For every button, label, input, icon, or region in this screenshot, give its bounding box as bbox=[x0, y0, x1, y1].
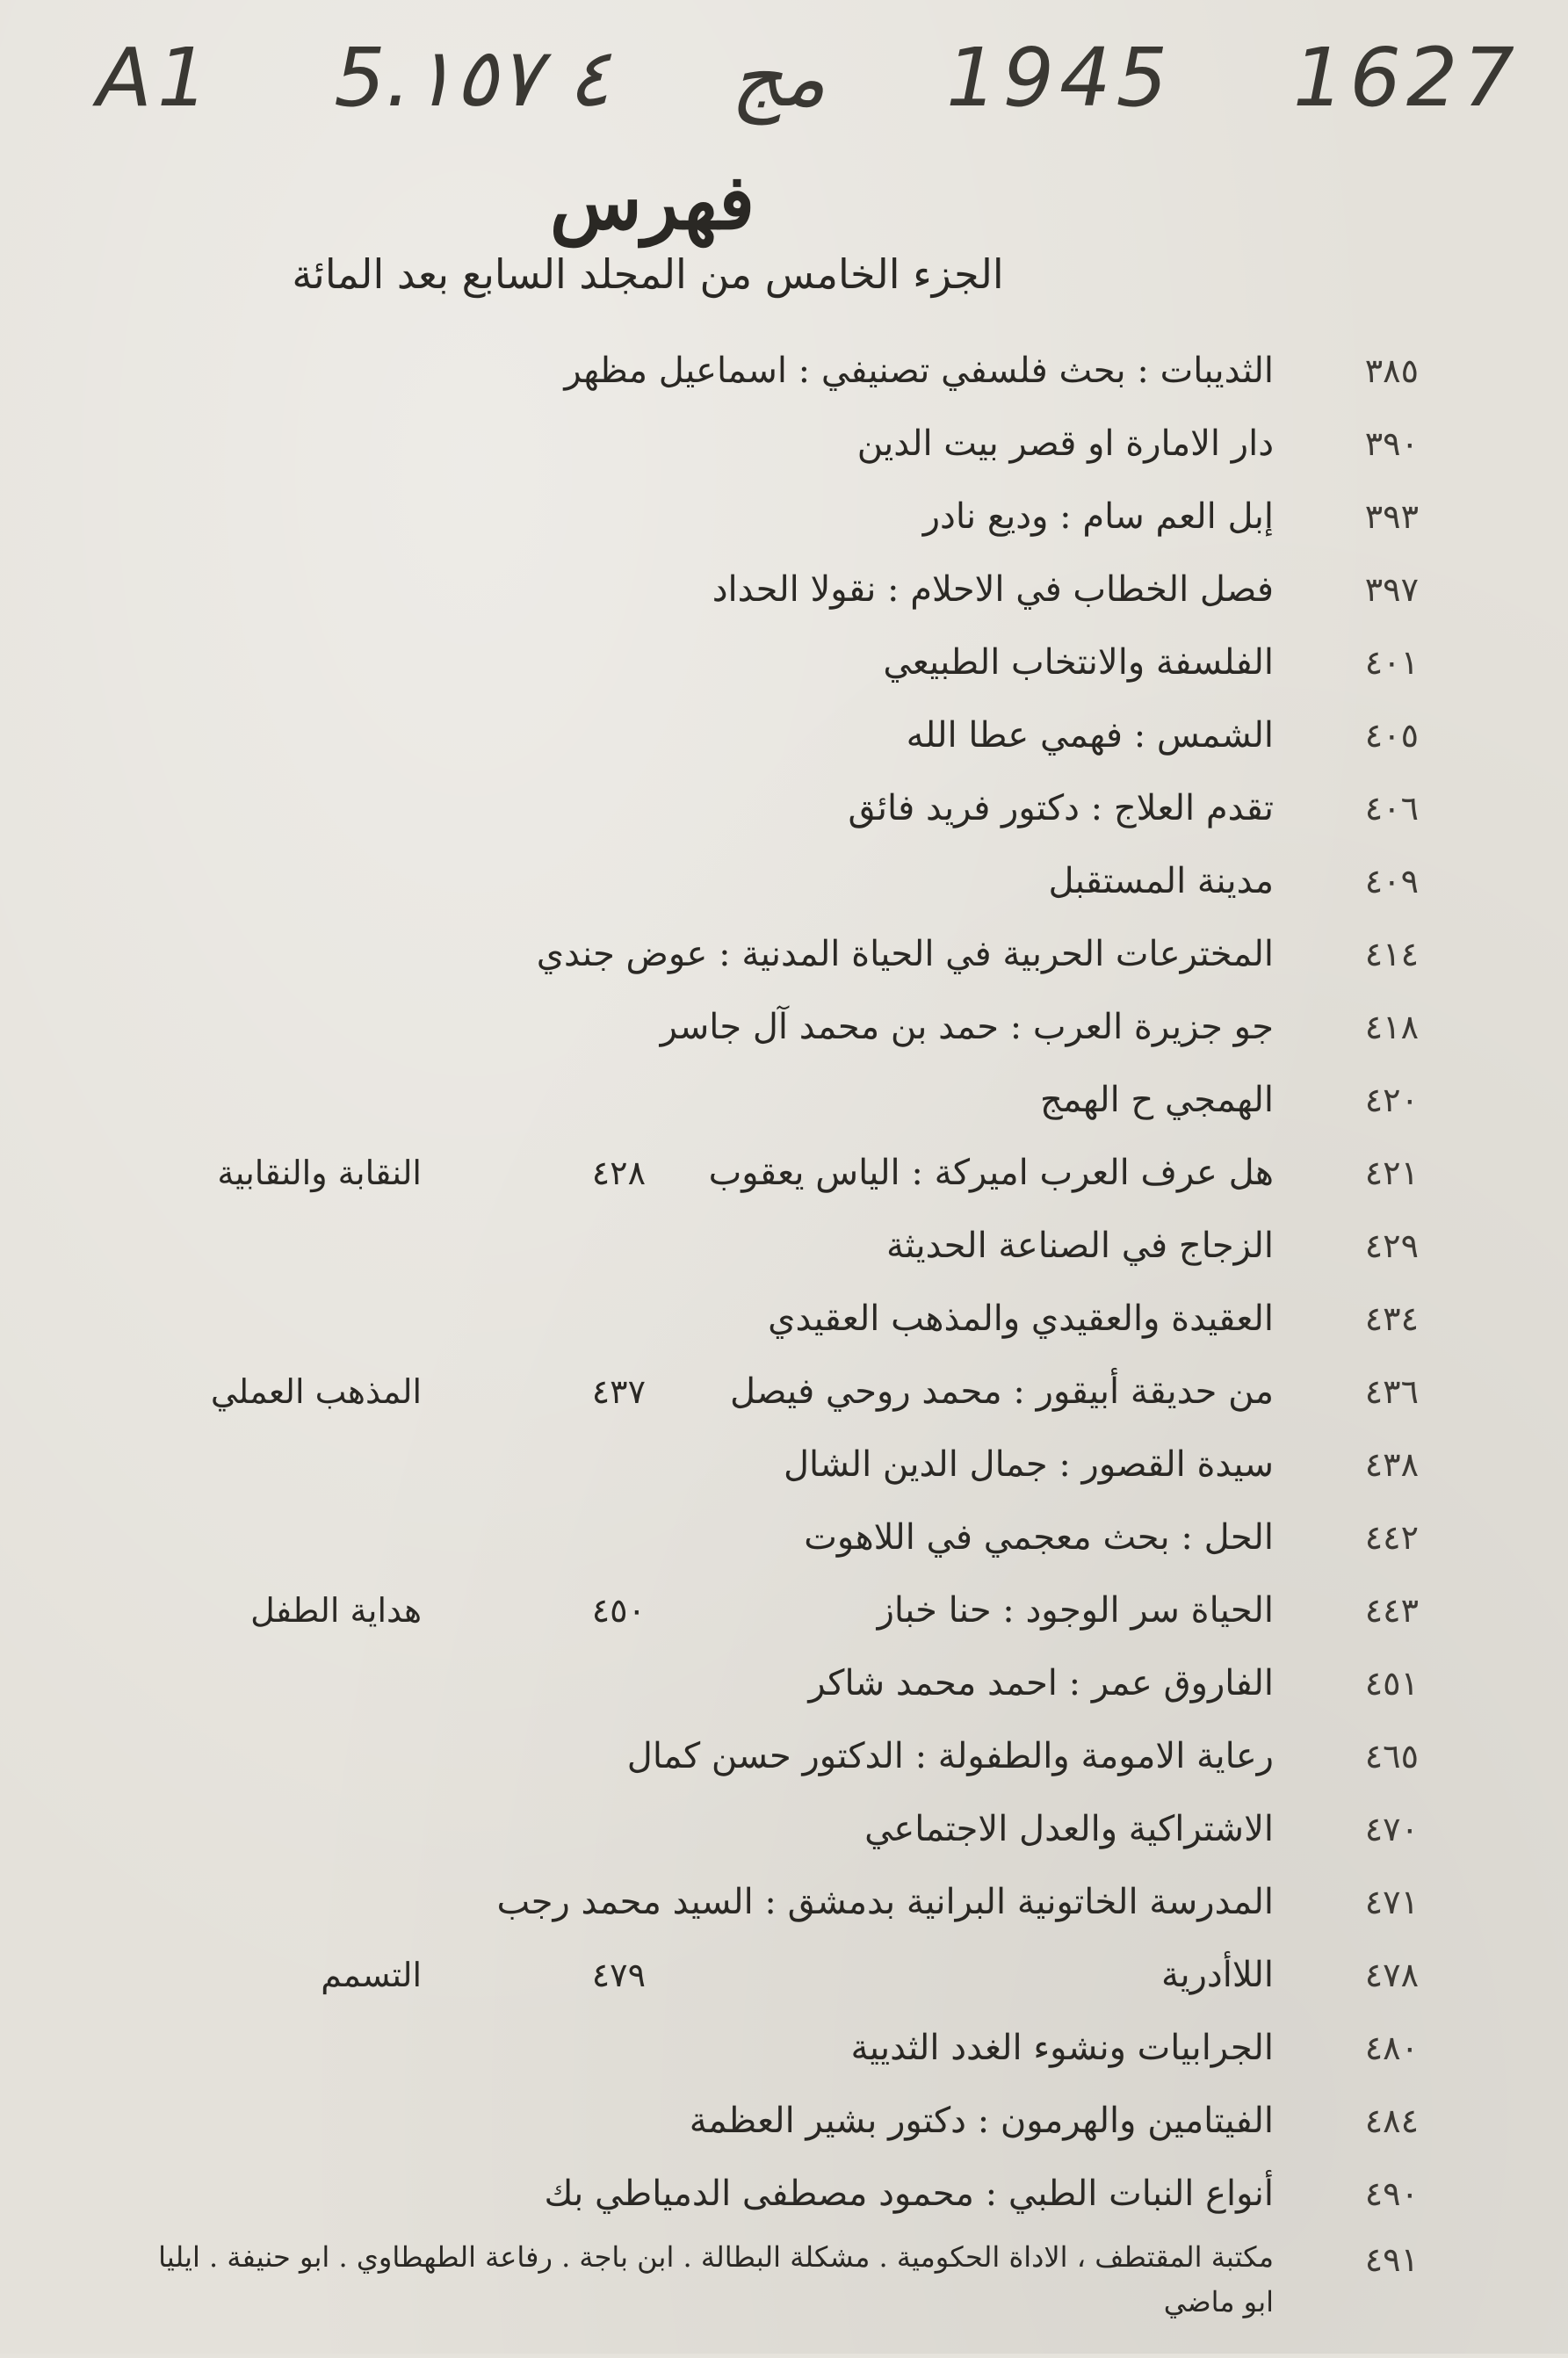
toc-entry bbox=[136, 553, 1419, 626]
entry-title: المدرسة الخاتونية البرانية بدمشق : السيد محمد رجب bbox=[496, 1881, 1274, 1922]
toc-entry bbox=[136, 1355, 1419, 1428]
toc-entry bbox=[136, 2157, 1419, 2230]
side-entry-title: المذهب العملي bbox=[210, 1371, 422, 1411]
entry-title: الهمجي ح الهمج bbox=[1040, 1079, 1274, 1120]
toc-entry bbox=[136, 1063, 1419, 1136]
toc-entry bbox=[136, 2011, 1419, 2084]
side-entry-title: التسمم bbox=[321, 1955, 422, 1994]
entry-title: مكتبة المقتطف ، الاداة الحكومية . مشكلة البطالة . ابن باجة . رفاعة الطهطاوي . ابو حنيفة . ايليا ابو ماضي bbox=[158, 2240, 1274, 2319]
toc-entry bbox=[136, 334, 1419, 407]
catalog-shelf: 5.٤ ١٥٧ bbox=[334, 30, 611, 125]
toc-entry bbox=[136, 626, 1419, 698]
catalog-year: 1945 bbox=[946, 30, 1174, 125]
entry-page-number: ٤٧١ bbox=[1364, 1882, 1419, 1921]
toc-entry bbox=[136, 844, 1419, 917]
toc-entry bbox=[136, 2084, 1419, 2157]
entry-title: اللاأدرية bbox=[1161, 1954, 1274, 1995]
toc-entry bbox=[136, 1865, 1419, 1938]
toc-entry bbox=[136, 1792, 1419, 1865]
toc-entry bbox=[136, 917, 1419, 990]
toc-entry bbox=[136, 1646, 1419, 1719]
entry-page-number: ٤٣٤ bbox=[1364, 1298, 1419, 1338]
entry-title: جو جزيرة العرب : حمد بن محمد آل جاسر bbox=[660, 1006, 1274, 1047]
page-title: فهرس bbox=[549, 158, 755, 247]
entry-page-number: ٤١٤ bbox=[1364, 934, 1419, 973]
entry-title: من حديقة أبيقور : محمد روحي فيصل bbox=[730, 1371, 1274, 1412]
entry-title: دار الامارة او قصر بيت الدين bbox=[856, 423, 1274, 464]
entry-page-number: ٤٠٩ bbox=[1364, 861, 1419, 901]
entry-title: الثديبات : بحث فلسفي تصنيفي : اسماعيل مظهر bbox=[564, 350, 1274, 391]
entry-title: فصل الخطاب في الاحلام : نقولا الحداد bbox=[712, 568, 1274, 610]
catalog-mark: مج bbox=[730, 30, 827, 125]
entry-page-number: ٤٨٤ bbox=[1364, 2101, 1419, 2140]
entry-page-number: ٤٣٨ bbox=[1364, 1444, 1419, 1484]
toc-entry bbox=[136, 1501, 1419, 1573]
entry-title: رعاية الامومة والطفولة : الدكتور حسن كمال bbox=[626, 1735, 1274, 1776]
side-entry-page-number: ٤٣٧ bbox=[591, 1371, 646, 1411]
entry-page-number: ٣٨٥ bbox=[1364, 351, 1419, 390]
entry-page-number: ٤٦٥ bbox=[1364, 1736, 1419, 1776]
entry-title: مدينة المستقبل bbox=[1048, 860, 1274, 901]
catalog-annotation bbox=[97, 16, 1520, 139]
entry-title: الفلسفة والانتخاب الطبيعي bbox=[883, 641, 1274, 683]
toc-entry bbox=[136, 1938, 1419, 2011]
entry-title: أنواع النبات الطبي : محمود مصطفى الدمياطي بك bbox=[544, 2173, 1274, 2214]
entry-title: إبل العم سام : وديع نادر bbox=[922, 495, 1274, 537]
entry-page-number: ٤٤٣ bbox=[1364, 1590, 1419, 1630]
toc-entry bbox=[136, 1719, 1419, 1792]
entry-title: المخترعات الحربية في الحياة المدنية : عوض جندي bbox=[536, 933, 1274, 974]
entry-title: الاشتراكية والعدل الاجتماعي bbox=[864, 1808, 1274, 1849]
entry-page-number: ٤٤٢ bbox=[1364, 1517, 1419, 1557]
entry-page-number: ٤٢٩ bbox=[1364, 1226, 1419, 1265]
entry-title: هل عرف العرب اميركة : الياس يعقوب bbox=[708, 1152, 1274, 1193]
toc-entry bbox=[136, 1209, 1419, 1282]
entry-title: سيدة القصور : جمال الدين الشال bbox=[783, 1443, 1274, 1485]
entry-page-number: ٤٥١ bbox=[1364, 1663, 1419, 1703]
side-entry-page-number: ٤٢٨ bbox=[591, 1153, 646, 1192]
entry-page-number: ٤٩٠ bbox=[1364, 2174, 1419, 2213]
entry-page-number: ٤٢٠ bbox=[1364, 1080, 1419, 1119]
entry-page-number: ٤٠١ bbox=[1364, 642, 1419, 682]
entry-page-number: ٤٢١ bbox=[1364, 1153, 1419, 1192]
entry-title: الزجاج في الصناعة الحديثة bbox=[885, 1225, 1274, 1266]
catalog-code: A1 bbox=[97, 30, 214, 125]
toc-entry bbox=[136, 698, 1419, 771]
entry-title: الحياة سر الوجود : حنا خباز bbox=[877, 1589, 1274, 1631]
entry-page-number: ٤١٨ bbox=[1364, 1007, 1419, 1046]
entry-page-number: ٤٨٠ bbox=[1364, 2028, 1419, 2067]
entry-title: الجرابيات ونشوء الغدد الثديية bbox=[850, 2027, 1274, 2068]
side-entry-title: النقابة والنقابية bbox=[217, 1153, 422, 1192]
side-entry-page-number: ٤٧٩ bbox=[591, 1955, 646, 1994]
entry-title: الفاروق عمر : احمد محمد شاكر bbox=[808, 1662, 1274, 1703]
toc-entry bbox=[136, 990, 1419, 1063]
entry-page-number: ٤٩١ bbox=[1364, 2240, 1419, 2279]
entry-page-number: ٣٩٠ bbox=[1364, 423, 1419, 463]
entry-title: العقيدة والعقيدي والمذهب العقيدي bbox=[768, 1298, 1274, 1339]
toc-entry bbox=[136, 407, 1419, 480]
side-entry-title: هداية الطفل bbox=[250, 1590, 422, 1630]
table-of-contents bbox=[136, 334, 1419, 2358]
entry-page-number: ٤٣٦ bbox=[1364, 1371, 1419, 1411]
toc-entry bbox=[136, 1282, 1419, 1355]
entry-title: الحل : بحث معجمي في اللاهوت bbox=[804, 1516, 1274, 1558]
page-subtitle: الجزء الخامس من المجلد السابع بعد المائة bbox=[292, 250, 1004, 298]
toc-entry bbox=[136, 1136, 1419, 1209]
entry-page-number: ٤٧٨ bbox=[1364, 1955, 1419, 1994]
toc-entry bbox=[136, 771, 1419, 844]
entry-page-number: ٣٩٧ bbox=[1364, 569, 1419, 609]
entry-page-number: ٣٩٣ bbox=[1364, 496, 1419, 536]
entry-page-number: ٤٧٠ bbox=[1364, 1809, 1419, 1848]
entry-title: تقدم العلاج : دكتور فريد فائق bbox=[848, 787, 1274, 828]
toc-entry bbox=[136, 1428, 1419, 1501]
entry-page-number: ٤٠٦ bbox=[1364, 788, 1419, 828]
entry-title: الشمس : فهمي عطا الله bbox=[906, 714, 1274, 756]
entry-page-number: ٤٠٥ bbox=[1364, 715, 1419, 755]
toc-entry bbox=[136, 480, 1419, 553]
entry-title: الفيتامين والهرمون : دكتور بشير العظمة bbox=[689, 2100, 1274, 2141]
toc-entry bbox=[136, 1573, 1419, 1646]
toc-entry bbox=[136, 2230, 1419, 2358]
side-entry-page-number: ٤٥٠ bbox=[591, 1590, 646, 1630]
catalog-number: 1627 bbox=[1292, 30, 1520, 125]
